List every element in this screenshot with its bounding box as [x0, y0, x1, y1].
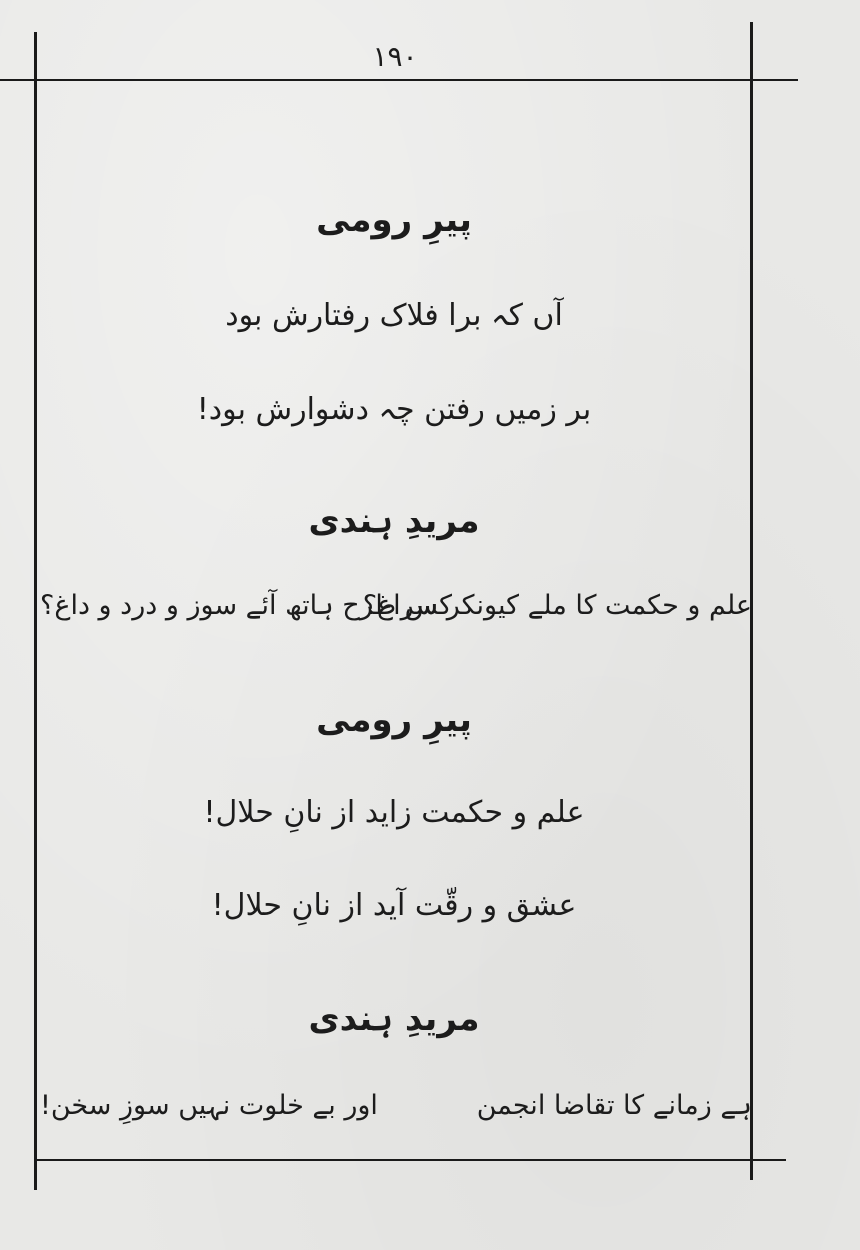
speaker-heading-murid-hindi-2: مریدِ ہندی: [308, 999, 480, 1039]
verse-line-4: عشق و رقّت آید از نانِ حلال!: [211, 888, 577, 923]
couplet-2-second-hemistich: اور بے خلوت نہیں سوزِ سخن!: [40, 1090, 378, 1121]
couplet-1-second-hemistich: کس طرح ہاتھ آئے سوز و درد و داغ؟: [40, 590, 452, 621]
speaker-heading-murid-hindi-1: مریدِ ہندی: [308, 501, 480, 541]
speaker-heading-pir-rumi-2: پیرِ رومی: [316, 700, 472, 740]
couplet-1-first-hemistich: علم و حکمت کا ملے کیونکر سراغ؟: [362, 590, 752, 621]
verse-line-2: بر زمیں رفتن چہ دشوارش بود!: [196, 392, 592, 427]
verse-line-3: علم و حکمت زاید از نانِ حلال!: [203, 795, 585, 830]
page-number: ۱۹۰: [372, 40, 418, 73]
left-border-rule: [34, 32, 37, 1190]
bottom-rule: [36, 1159, 786, 1161]
verse-line-1: آں کہ برا فلاک رفتارش بود: [225, 298, 563, 333]
speaker-heading-pir-rumi-1: پیرِ رومی: [316, 200, 472, 240]
top-rule: [0, 79, 798, 81]
couplet-2-first-hemistich: ہے زمانے کا تقاضا انجمن: [476, 1090, 752, 1121]
